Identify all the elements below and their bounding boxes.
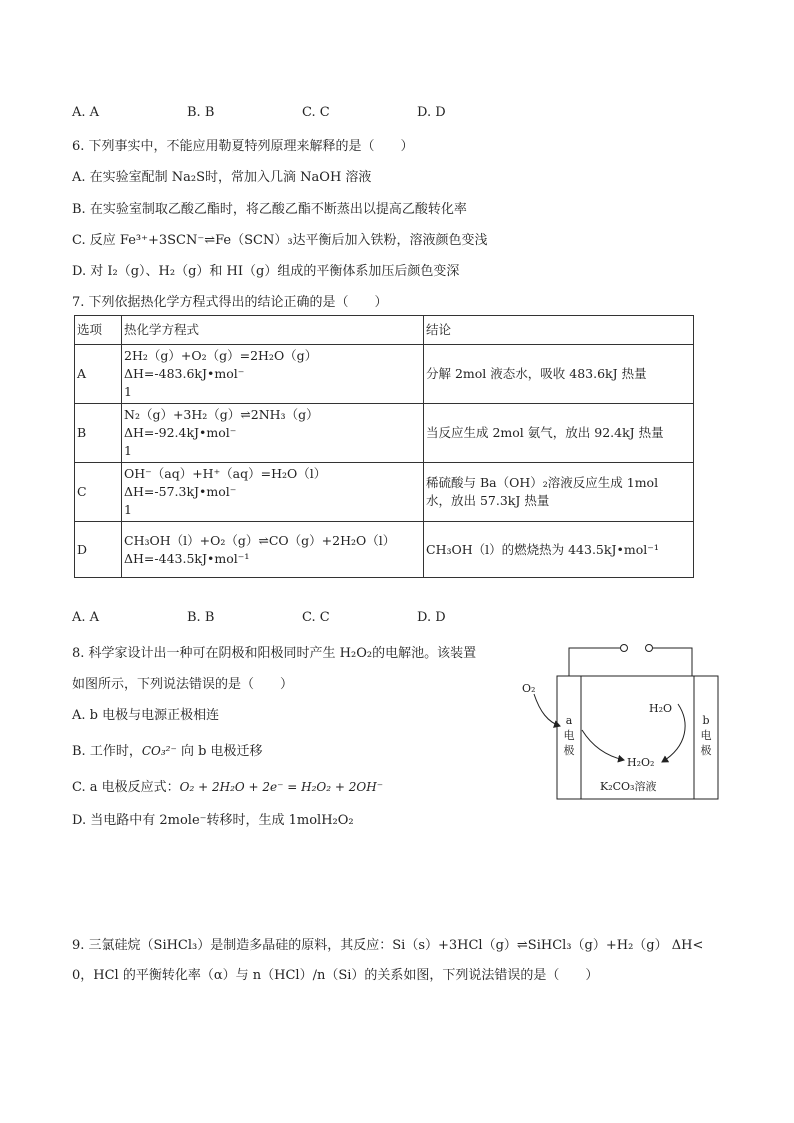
q6-option-d: D. 对 I₂（g）、H₂（g）和 HI（g）组成的平衡体系加压后颜色变深	[72, 264, 460, 279]
header-conclusion: 结论	[424, 316, 694, 345]
q8-option-c: C. a 电极反应式：O₂ + 2H₂O + 2e⁻ = H₂O₂ + 2OH⁻	[72, 780, 384, 795]
solution-label: K₂CO₃溶液	[600, 780, 657, 793]
q5-option-c: C. C	[302, 105, 330, 120]
terminal	[646, 645, 653, 652]
table-row	[75, 463, 694, 522]
h2o2-label: H₂O₂	[627, 756, 655, 769]
q7-table	[74, 315, 694, 578]
table-header-row	[75, 316, 694, 345]
q7-option-c: C. C	[302, 610, 330, 625]
q6-option-c: C. 反应 Fe³⁺+3SCN⁻⇌Fe（SCN）₃达平衡后加入铁粉，溶液颜色变浅	[72, 233, 488, 248]
svg-text:电: 电	[700, 729, 712, 742]
row-option: D	[75, 522, 122, 578]
h2o-label: H₂O	[649, 702, 673, 715]
q6-stem: 6. 下列事实中，不能应用勒夏特列原理来解释的是（ ）	[72, 139, 414, 154]
o2-label: O₂	[522, 682, 536, 695]
q7-options	[72, 610, 532, 625]
svg-text:电: 电	[563, 729, 575, 742]
a-electrode-label: a	[565, 714, 573, 727]
row-conclusion: CH₃OH（l）的燃烧热为 443.5kJ•mol⁻¹	[424, 522, 694, 578]
row-equation: 2H₂（g）+O₂（g）=2H₂O（g）ΔH=-483.6kJ•mol⁻ 1	[122, 345, 424, 404]
table-row	[75, 345, 694, 404]
q5-option-a: A. A	[72, 105, 100, 120]
svg-text:极: 极	[563, 744, 575, 757]
row-conclusion: 稀硫酸与 Ba（OH）₂溶液反应生成 1mol 水，放出 57.3kJ 热量	[424, 463, 694, 522]
q8-stem-line1: 8. 科学家设计出一种可在阴极和阳极同时产生 H₂O₂的电解池。该装置	[72, 646, 477, 661]
electrode-equation: O₂ + 2H₂O + 2e⁻ = H₂O₂ + 2OH⁻	[179, 780, 384, 794]
q5-option-d: D. D	[417, 105, 446, 120]
electrolysis-diagram	[510, 638, 730, 804]
row-option: A	[75, 345, 122, 404]
b-electrode-label: b	[702, 714, 710, 727]
row-option: B	[75, 404, 122, 463]
table-row	[75, 522, 694, 578]
q8-option-b: B. 工作时，CO₃²⁻ 向 b 电极迁移	[72, 744, 263, 759]
a-arrow	[582, 730, 624, 760]
q8-stem-line2: 如图所示，下列说法错误的是（ ）	[72, 677, 294, 692]
row-equation: CH₃OH（l）+O₂（g）⇌CO（g）+2H₂O（l） ΔH=-443.5kJ•mol⁻¹	[122, 522, 424, 578]
o2-arrow	[534, 694, 560, 726]
q5-option-b: B. B	[187, 105, 215, 120]
wire	[569, 648, 620, 676]
wire	[653, 648, 692, 676]
q7-stem: 7. 下列依据热化学方程式得出的结论正确的是（ ）	[72, 295, 388, 310]
q9-line1: 9. 三氯硅烷（SiHCl₃）是制造多晶硅的原料，其反应：Si（s）+3HCl（g）⇌SiHCl₃（g）+H₂（g） ΔH<	[72, 938, 704, 953]
carbonate-ion: CO₃²⁻	[141, 744, 177, 758]
q7-option-b: B. B	[187, 610, 215, 625]
row-equation: OH⁻（aq）+H⁺（aq）=H₂O（l）ΔH=-57.3kJ•mol⁻ 1	[122, 463, 424, 522]
q8-option-d: D. 当电路中有 2mole⁻转移时，生成 1molH₂O₂	[72, 813, 354, 828]
row-conclusion: 分解 2mol 液态水，吸收 483.6kJ 热量	[424, 345, 694, 404]
header-equation: 热化学方程式	[122, 316, 424, 345]
q9-line2: 0，HCl 的平衡转化率（α）与 n（HCl）/n（Si）的关系如图，下列说法错误的是（ ）	[72, 968, 599, 983]
row-conclusion: 当反应生成 2mol 氨气，放出 92.4kJ 热量	[424, 404, 694, 463]
svg-text:极: 极	[700, 744, 712, 757]
q8-option-a: A. b 电极与电源正极相连	[72, 708, 220, 723]
header-option: 选项	[75, 316, 122, 345]
q6-option-a: A. 在实验室配制 Na₂S时，常加入几滴 NaOH 溶液	[72, 170, 372, 185]
row-equation: N₂（g）+3H₂（g）⇌2NH₃（g）ΔH=-92.4kJ•mol⁻ 1	[122, 404, 424, 463]
row-option: C	[75, 463, 122, 522]
terminal	[621, 645, 628, 652]
table-row	[75, 404, 694, 463]
q7-option-a: A. A	[72, 610, 100, 625]
q7-option-d: D. D	[417, 610, 446, 625]
q6-option-b: B. 在实验室制取乙酸乙酯时，将乙酸乙酯不断蒸出以提高乙酸转化率	[72, 202, 467, 217]
q5-options	[72, 105, 532, 120]
